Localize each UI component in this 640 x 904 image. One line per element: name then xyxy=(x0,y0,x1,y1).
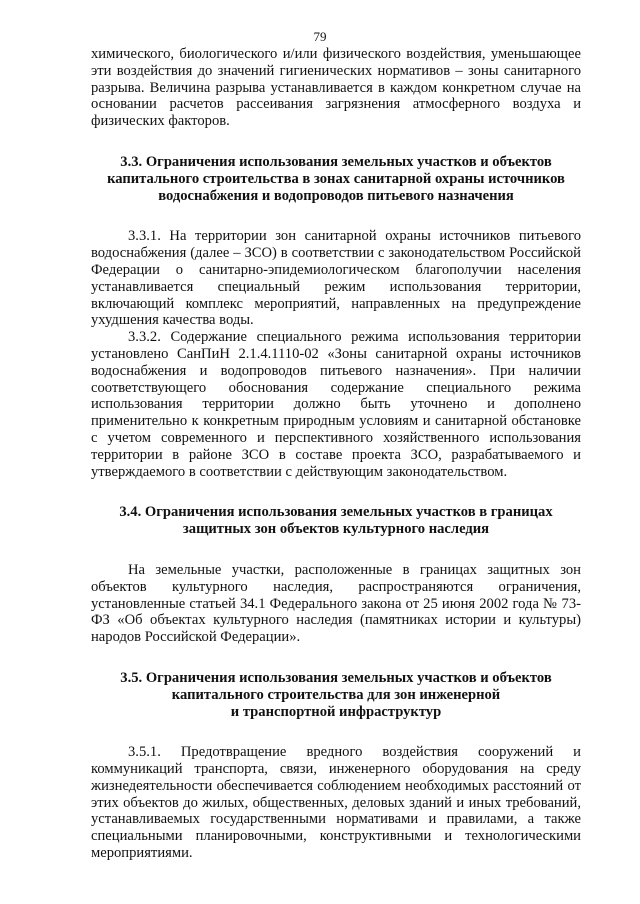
heading-line: капитального строительства в зонах санитарной охраны источников xyxy=(107,170,565,187)
section-3-5-heading xyxy=(91,670,581,720)
section-3-4-heading xyxy=(91,504,581,538)
heading-line: капитального строительства для зон инженерной xyxy=(171,686,501,703)
intro-paragraph: химического, биологического и/или физического воздействия, уменьшающее эти воздействия до значений гигиенических нормативов – зоны санитарного разрыва. Величина разрыва устанавливается в каждом конкретном случае на основании расчетов рассеивания загрязнения атмосферного воздуха и физических факторов. xyxy=(91,46,581,130)
paragraph-3-4: На земельные участки, расположенные в границах защитных зон объектов культурного наследия, распространяются ограничения, установленные статьей 34.1 Федерального закона от 25 июня 2002 года № 73-ФЗ «Об объектах культурного наследия (памятниках истории и культуры) народов Российской Федерации». xyxy=(91,561,581,646)
section-3-3-heading xyxy=(91,154,581,204)
heading-line: 3.3. Ограничения использования земельных участков и объектов xyxy=(120,153,552,170)
paragraph-3-3-1: 3.3.1. На территории зон санитарной охраны источников питьевого водоснабжения (далее – ЗСО) в соответствии с законодательством Российской Федерации о санитарно-эпидемиологическом благополучии населения устанавливается специальный режим использования территории, включающий комплекс мероприятий, направленных на предупреждение ухудшения качества воды. xyxy=(91,228,581,329)
paragraph-3-3-2: 3.3.2. Содержание специального режима использования территории установлено СанПиН 2.1.4.1110-02 «Зоны санитарной охраны источников водоснабжения и водопроводов питьевого назначения». При наличии соответствующего обоснования содержание специального режима использования территории должно быть уточнено и дополнено применительно к конкретным природным условиям и санитарной обстановке с учетом современного и перспективного хозяйственного использования территории в районе ЗСО в составе проекта ЗСО, разрабатываемого и утверждаемого в соответствии с действующим законодательством. xyxy=(91,329,581,480)
heading-line: и транспортной инфраструктур xyxy=(230,703,442,720)
heading-line: 3.5. Ограничения использования земельных участков и объектов xyxy=(120,669,552,686)
page-content xyxy=(91,46,581,862)
heading-line: защитных зон объектов культурного наследия xyxy=(182,521,490,538)
heading-line: 3.4. Ограничения использования земельных участков в границах xyxy=(119,504,553,521)
heading-line: водоснабжения и водопроводов питьевого назначения xyxy=(158,187,514,204)
page-number: 79 xyxy=(313,29,327,44)
paragraph-3-5-1: 3.5.1. Предотвращение вредного воздействия сооружений и коммуникаций транспорта, связи, инженерного оборудования на среду жизнедеятельности обеспечивается соблюдением необходимых расстояний от этих объектов до жилых, общественных, деловых зданий и иных требований, устанавливаемых государственными нормативами и правилами, а также специальными планировочными, конструктивными и технологическими мероприятиями. xyxy=(91,744,581,862)
